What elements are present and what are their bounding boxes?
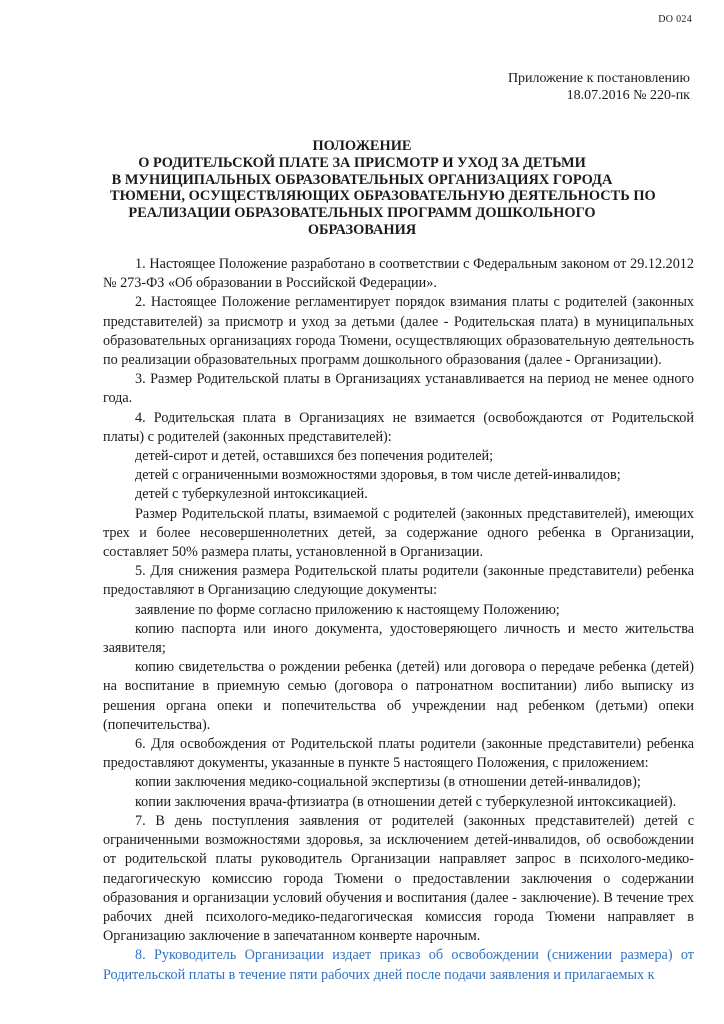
paragraph-4: 4. Родительская плата в Организациях не взимается (освобождаются от Родительской платы) с родителей (законных представителей):	[103, 409, 694, 445]
paragraph-3: 3. Размер Родительской платы в Организациях устанавливается на период не менее одного года.	[103, 371, 694, 407]
document-title	[110, 138, 656, 239]
title-line: О РОДИТЕЛЬСКОЙ ПЛАТЕ ЗА ПРИСМОТР И УХОД ЗА ДЕТЬМИ	[138, 154, 586, 171]
appendix-line: Приложение к постановлению	[507, 71, 690, 86]
paragraph-1: 1. Настоящее Положение разработано в соответствии с Федеральным законом от 29.12.2012 № 273-ФЗ «Об образовании в Российской Федерации».	[103, 256, 694, 292]
list-item: копии заключения медико-социальной экспертизы (в отношении детей-инвалидов);	[135, 774, 641, 791]
document-code: DO 024	[658, 14, 692, 25]
title-line: ОБРАЗОВАНИЯ	[307, 221, 417, 238]
list-item: копии заключения врача-фтизиатра (в отношении детей с туберкулезной интоксикацией).	[135, 793, 677, 810]
list-item: детей с ограниченными возможностями здоровья, в том числе детей-инвалидов;	[135, 467, 621, 484]
appendix-reference	[508, 70, 690, 104]
title-line: РЕАЛИЗАЦИИ ОБРАЗОВАТЕЛЬНЫХ ПРОГРАММ ДОШКОЛЬНОГО	[128, 205, 596, 222]
appendix-date-number: 18.07.2016 № 220-пк	[566, 88, 690, 103]
list-item: копию паспорта или иного документа, удостоверяющего личность и место жительства заявителя;	[103, 620, 694, 657]
title-line: ТЮМЕНИ, ОСУЩЕСТВЛЯЮЩИХ ОБРАЗОВАТЕЛЬНУЮ ДЕЯТЕЛЬНОСТЬ ПО	[110, 188, 656, 205]
paragraph-7: 7. В день поступления заявления от родителей (законных представителей) детей с ограниченными возможностями здоровья, за исключением детей-инвалидов, об освобождении от родительской платы руководитель Организации направляет запрос в психолого-медико-педагогическую комиссию города Тюмени о предоставлении заключения о содержании образования и организации условий обучения и воспитания (далее - заключение). В течение трех рабочих дней психолого-медико-педагогическая комиссия города Тюмени направляет в Организацию заключение в запечатанном конверте нарочным.	[103, 812, 694, 945]
paragraph-2: 2. Настоящее Положение регламентирует порядок взимания платы с родителей (законных представителей) за присмотр и уход за детьми (далее - Родительская плата) в муниципальных образовательных организациях города Тюмени, осуществляющих образовательную деятельность по реализации образовательных программ дошкольного образования (далее - Организации).	[103, 294, 694, 369]
list-item: детей с туберкулезной интоксикацией.	[135, 486, 368, 503]
document-body	[103, 255, 694, 985]
title-line: В МУНИЦИПАЛЬНЫХ ОБРАЗОВАТЕЛЬНЫХ ОРГАНИЗАЦИЯХ ГОРОДА	[111, 171, 613, 188]
paragraph-4-discount: Размер Родительской платы, взимаемой с родителей (законных представителей), имеющих трех и более несовершеннолетних детей, за содержание одного ребенка в Организации, составляет 50% размера платы, установленной в Организации.	[103, 505, 694, 561]
list-item: детей-сирот и детей, оставшихся без попечения родителей;	[135, 448, 494, 465]
paragraph-6: 6. Для освобождения от Родительской платы родители (законные представители) ребенка предоставляют документы, указанные в пункте 5 настоящего Положения, с приложением:	[103, 736, 694, 772]
list-item: копию свидетельства о рождении ребенка (детей) или договора о передаче ребенка (детей) на воспитание в приемную семью (договора о патронатном воспитании) либо выписку из решения органа опеки и попечительства об учреждении над ребенком (детьми) опеки (попечительства).	[103, 659, 694, 733]
list-item: заявление по форме согласно приложению к настоящему Положению;	[135, 601, 560, 618]
paragraph-8-highlighted: 8. Руководитель Организации издает приказ об освобождении (снижении размера) от Родительской платы в течение пяти рабочих дней после подачи заявления и прилагаемых к	[103, 947, 694, 983]
paragraph-5: 5. Для снижения размера Родительской платы родители (законные представители) ребенка предоставляют в Организацию следующие документы:	[103, 563, 694, 599]
title-line: ПОЛОЖЕНИЕ	[312, 138, 412, 154]
